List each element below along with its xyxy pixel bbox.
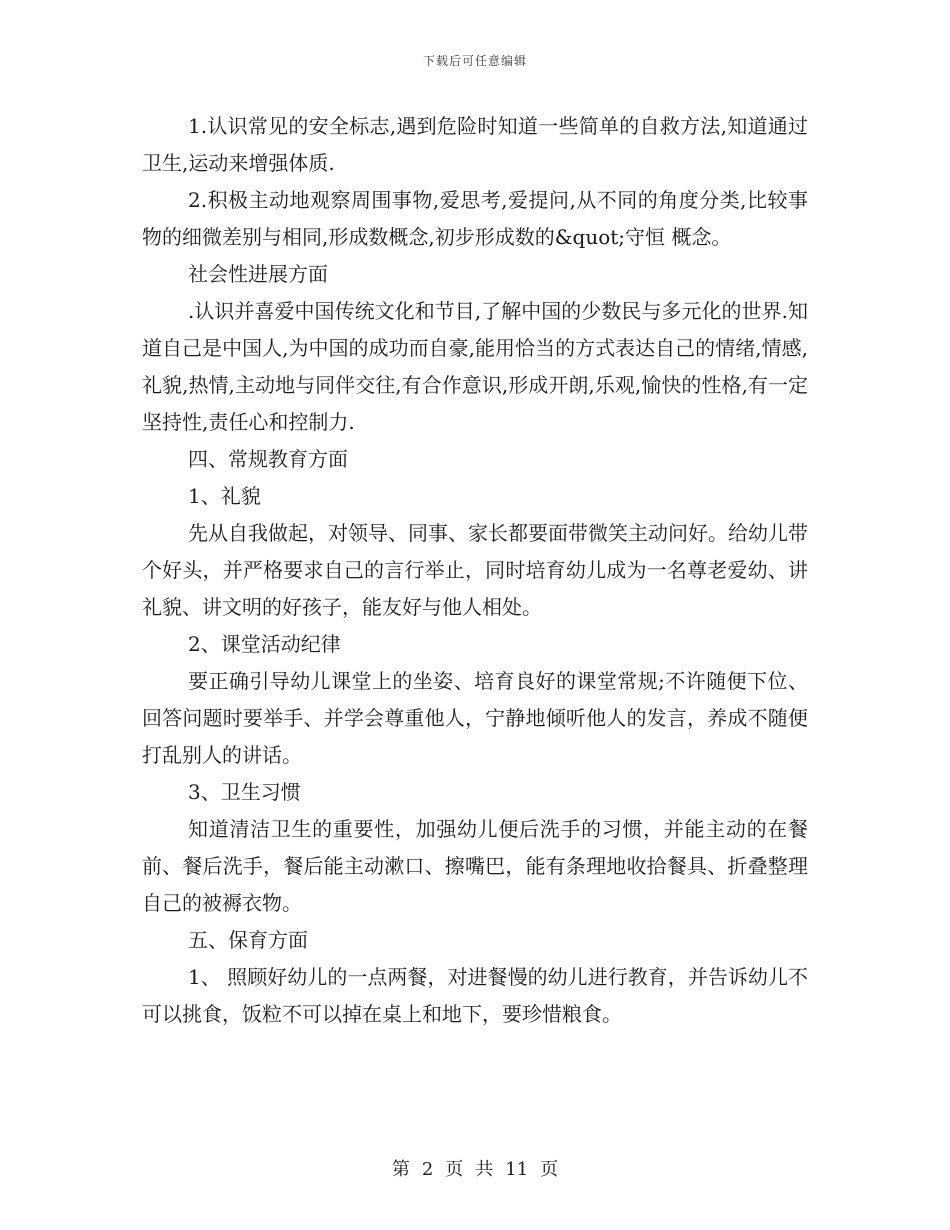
- paragraph: 先从自我做起，对领导、同事、家长都要面带微笑主动问好。给幼儿带个好头，并严格要求自己的言行举止，同时培育幼儿成为一名尊老爱幼、讲礼貌、讲文明的好孩子，能友好与他人相处。: [142, 521, 808, 619]
- paragraph: .认识并喜爱中国传统文化和节目,了解中国的少数民与多元化的世界.知道自己是中国人,为中国的成功而自豪,能用恰当的方式表达自己的情绪,情感,礼貌,热情,主动地与同伴交往,有合作意识,形成开朗,乐观,愉快的性格,有一定坚持性,责任心和控制力.: [142, 299, 808, 434]
- document-body: [142, 108, 808, 1033]
- page-footer: [0, 1155, 950, 1181]
- paragraph: 1.认识常见的安全标志,遇到危险时知道一些简单的自救方法,知道通过卫生,运动来增强体质.: [142, 114, 808, 175]
- subsection-heading: 3、卫生习惯: [188, 780, 301, 804]
- section-heading: 五、保育方面: [188, 928, 308, 952]
- footer-suffix: 页: [540, 1159, 559, 1180]
- paragraph: 1、 照顾好幼儿的一点两餐，对进餐慢的幼儿进行教育，并告诉幼儿不可以挑食，饭粒不可以掉在桌上和地下，要珍惜粮食。: [142, 965, 808, 1026]
- section-heading: 社会性进展方面: [188, 262, 328, 286]
- paragraph: 知道清洁卫生的重要性，加强幼儿便后洗手的习惯，并能主动的在餐前、餐后洗手，餐后能主动漱口、擦嘴巴，能有条理地收拾餐具、折叠整理自己的被褥衣物。: [142, 817, 808, 915]
- subsection-heading: 1、礼貌: [188, 484, 261, 508]
- subsection-heading: 2、课堂活动纪律: [188, 632, 341, 656]
- footer-page-word: 页: [445, 1159, 464, 1180]
- section-heading: 四、常规教育方面: [188, 447, 348, 471]
- total-pages-number: 11: [505, 1159, 529, 1180]
- paragraph: 要正确引导幼儿课堂上的坐姿、培育良好的课堂常规;不许随便下位、回答问题时要举手、并学会尊重他人，宁静地倾听他人的发言，养成不随便打乱别人的讲话。: [142, 669, 808, 767]
- footer-prefix: 第: [391, 1159, 410, 1180]
- page-header: 下载后可任意编辑: [422, 54, 527, 68]
- paragraph: 2.积极主动地观察周围事物,爱思考,爱提问,从不同的角度分类,比较事物的细微差别与相同,形成数概念,初步形成数的&quot;守恒 概念。: [142, 188, 808, 249]
- footer-total-word: 共: [475, 1159, 494, 1180]
- current-page-number: 2: [421, 1159, 434, 1180]
